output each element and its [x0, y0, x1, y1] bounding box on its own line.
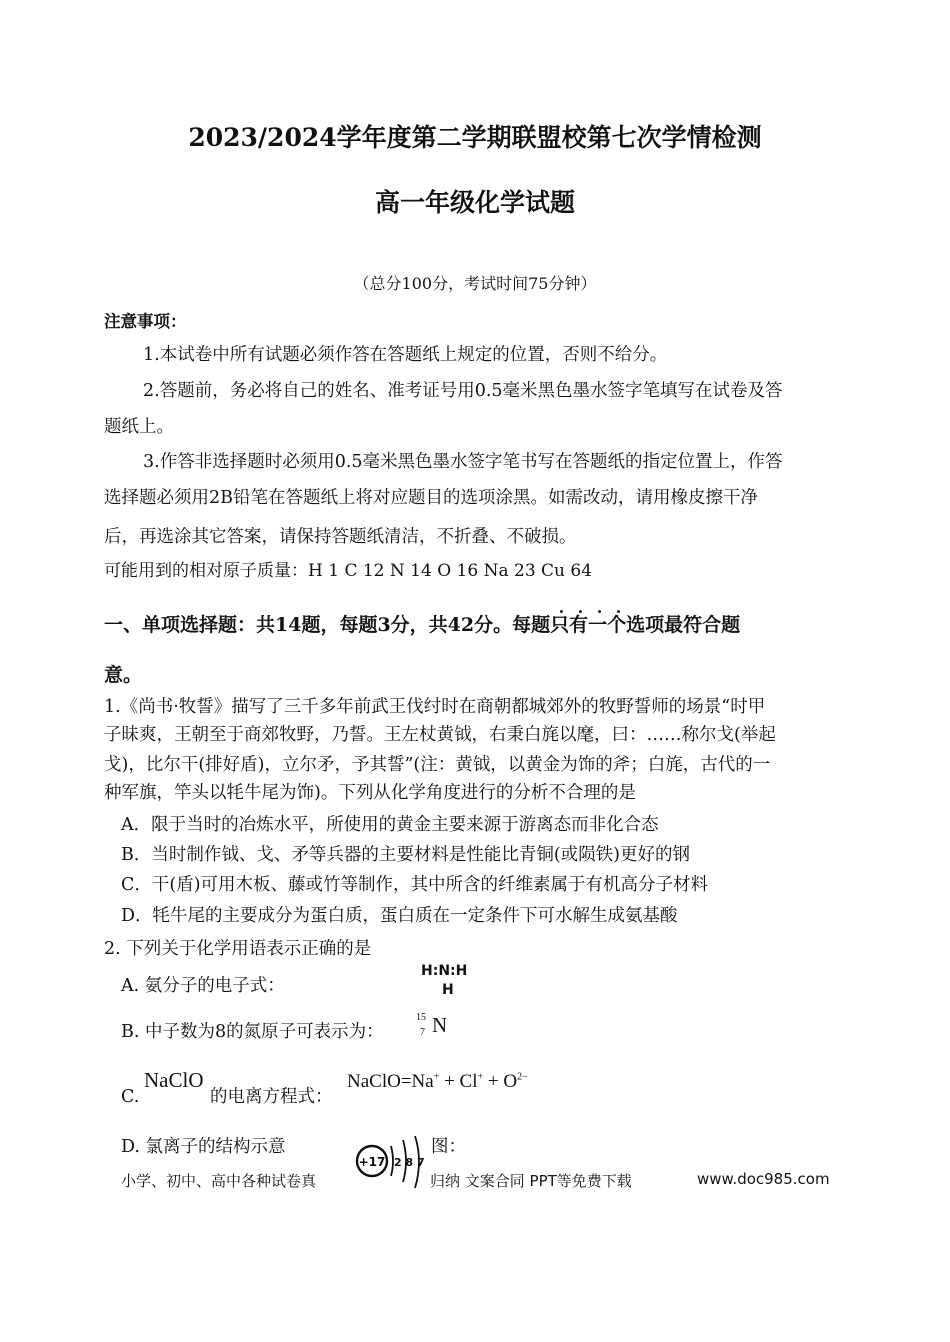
notice-item-3-line3: 后，再选涂其它答案，请保持答题纸清洁，不折叠、不破损。	[104, 527, 577, 547]
nucleus-charge: +17	[358, 1155, 386, 1169]
q2-option-d-suffix: 图：	[431, 1137, 466, 1157]
exam-subtitle: （总分100分，考试时间75分钟）	[353, 274, 597, 293]
q1-option-a: A．限于当时的冶炼水平，所使用的黄金主要来源于游离态而非化合态	[121, 815, 659, 835]
q2-stem: 2. 下列关于化学用语表示正确的是	[104, 939, 372, 959]
exam-title: 2023/2024学年度第二学期联盟校第七次学情检测	[188, 123, 762, 152]
notice-item-2-line2: 题纸上。	[104, 417, 174, 437]
ammonia-electron-formula-h: H	[442, 982, 454, 998]
q2-option-c-letter: C.	[121, 1087, 140, 1107]
ammonia-electron-formula: H:N:H	[421, 963, 468, 979]
equation-part: + O	[483, 1071, 518, 1092]
section-1-heading-line2: 意。	[104, 664, 143, 686]
charge-superscript: 2−	[517, 1071, 528, 1083]
q2-option-d-text: D. 氯离子的结构示意	[121, 1137, 286, 1157]
nuclide-mass-number: 15	[416, 1012, 426, 1023]
q2-option-b: B. 中子数为8的氮原子可表示为：	[121, 1022, 384, 1042]
q1-option-b: B．当时制作钺、戈、矛等兵器的主要材料是性能比青铜(或陨铁)更好的钢	[121, 845, 691, 865]
exam-subject-title: 高一年级化学试题	[374, 188, 575, 217]
emphasis-char: 只	[550, 614, 570, 636]
q1-stem-line4: 种军旗，竿头以牦牛尾为饰)。下列从化学角度进行的分析不合理的是	[104, 783, 636, 803]
equation-part: NaClO=Na	[347, 1071, 434, 1092]
atomic-mass-line: 可能用到的相对原子质量：H 1 C 12 N 14 O 16 Na 23 Cu 64	[104, 561, 593, 581]
q1-stem-line3: 戈)，比尔干(排好盾)，立尔矛，予其誓”(注：黄钺，以黄金为饰的斧；白旄，古代的一	[104, 755, 771, 775]
emphasis-char: 个	[607, 614, 627, 636]
q1-option-c: C．干(盾)可用木板、藤或竹等制作，其中所含的纤维素属于有机高分子材料	[121, 875, 709, 895]
equation-part: + Cl	[439, 1071, 478, 1092]
charge-superscript: +	[477, 1071, 484, 1083]
q2-option-c-text: 的电离方程式：	[210, 1087, 333, 1107]
q1-stem-line2: 子昧爽，王朝至于商郊牧野，乃誓。王左杖黄钺，右秉白旄以麾，曰：……称尔戈(举起	[104, 725, 776, 745]
nuclide-symbol: N	[432, 1013, 448, 1037]
ionization-equation	[347, 1071, 528, 1093]
nuclide-atomic-number: 7	[420, 1027, 425, 1038]
emphasis-char: 一	[588, 614, 608, 636]
section-1-heading	[104, 610, 740, 637]
electron-shells: 2 8 7	[394, 1156, 425, 1169]
notice-heading: 注意事项：	[104, 312, 187, 331]
section-heading-text: 一、单项选择题：共14题，每题3分，共42分。每题	[104, 614, 551, 636]
q2-option-a: A. 氨分子的电子式：	[121, 976, 285, 996]
q1-option-d: D．牦牛尾的主要成分为蛋白质，蛋白质在一定条件下可水解生成氨基酸	[121, 906, 678, 926]
section-heading-text: 选项最符合题	[626, 614, 741, 636]
charge-superscript: +	[433, 1071, 440, 1083]
q2-option-c-compound: NaClO	[144, 1068, 204, 1092]
emphasis-char: 有	[569, 614, 589, 636]
notice-item-1: 1.本试卷中所有试题必须作答在答题纸上规定的位置，否则不给分。	[143, 345, 668, 365]
footer-website-link[interactable]: www.doc985.com	[697, 1170, 830, 1188]
footer-middle-text: 归纳 文案合同 PPT等免费下载	[430, 1172, 632, 1190]
footer-left-text: 小学、初中、高中各种试卷真	[121, 1172, 317, 1190]
notice-item-2-line1: 2.答题前，务必将自己的姓名、准考证号用0.5毫米黑色墨水签字笔填写在试卷及答	[143, 381, 783, 401]
chloride-ion-structure-diagram	[355, 1132, 431, 1194]
notice-item-3-line1: 3.作答非选择题时必须用0.5毫米黑色墨水签字笔书写在答题纸的指定位置上，作答	[143, 452, 783, 472]
notice-item-3-line2: 选择题必须用2B铅笔在答题纸上将对应题目的选项涂黑。如需改动，请用橡皮擦干净	[104, 488, 758, 508]
q1-stem-line1: 1.《尚书·牧誓》描写了三千多年前武王伐纣时在商朝都城郊外的牧野誓师的场景“时甲	[104, 697, 766, 717]
